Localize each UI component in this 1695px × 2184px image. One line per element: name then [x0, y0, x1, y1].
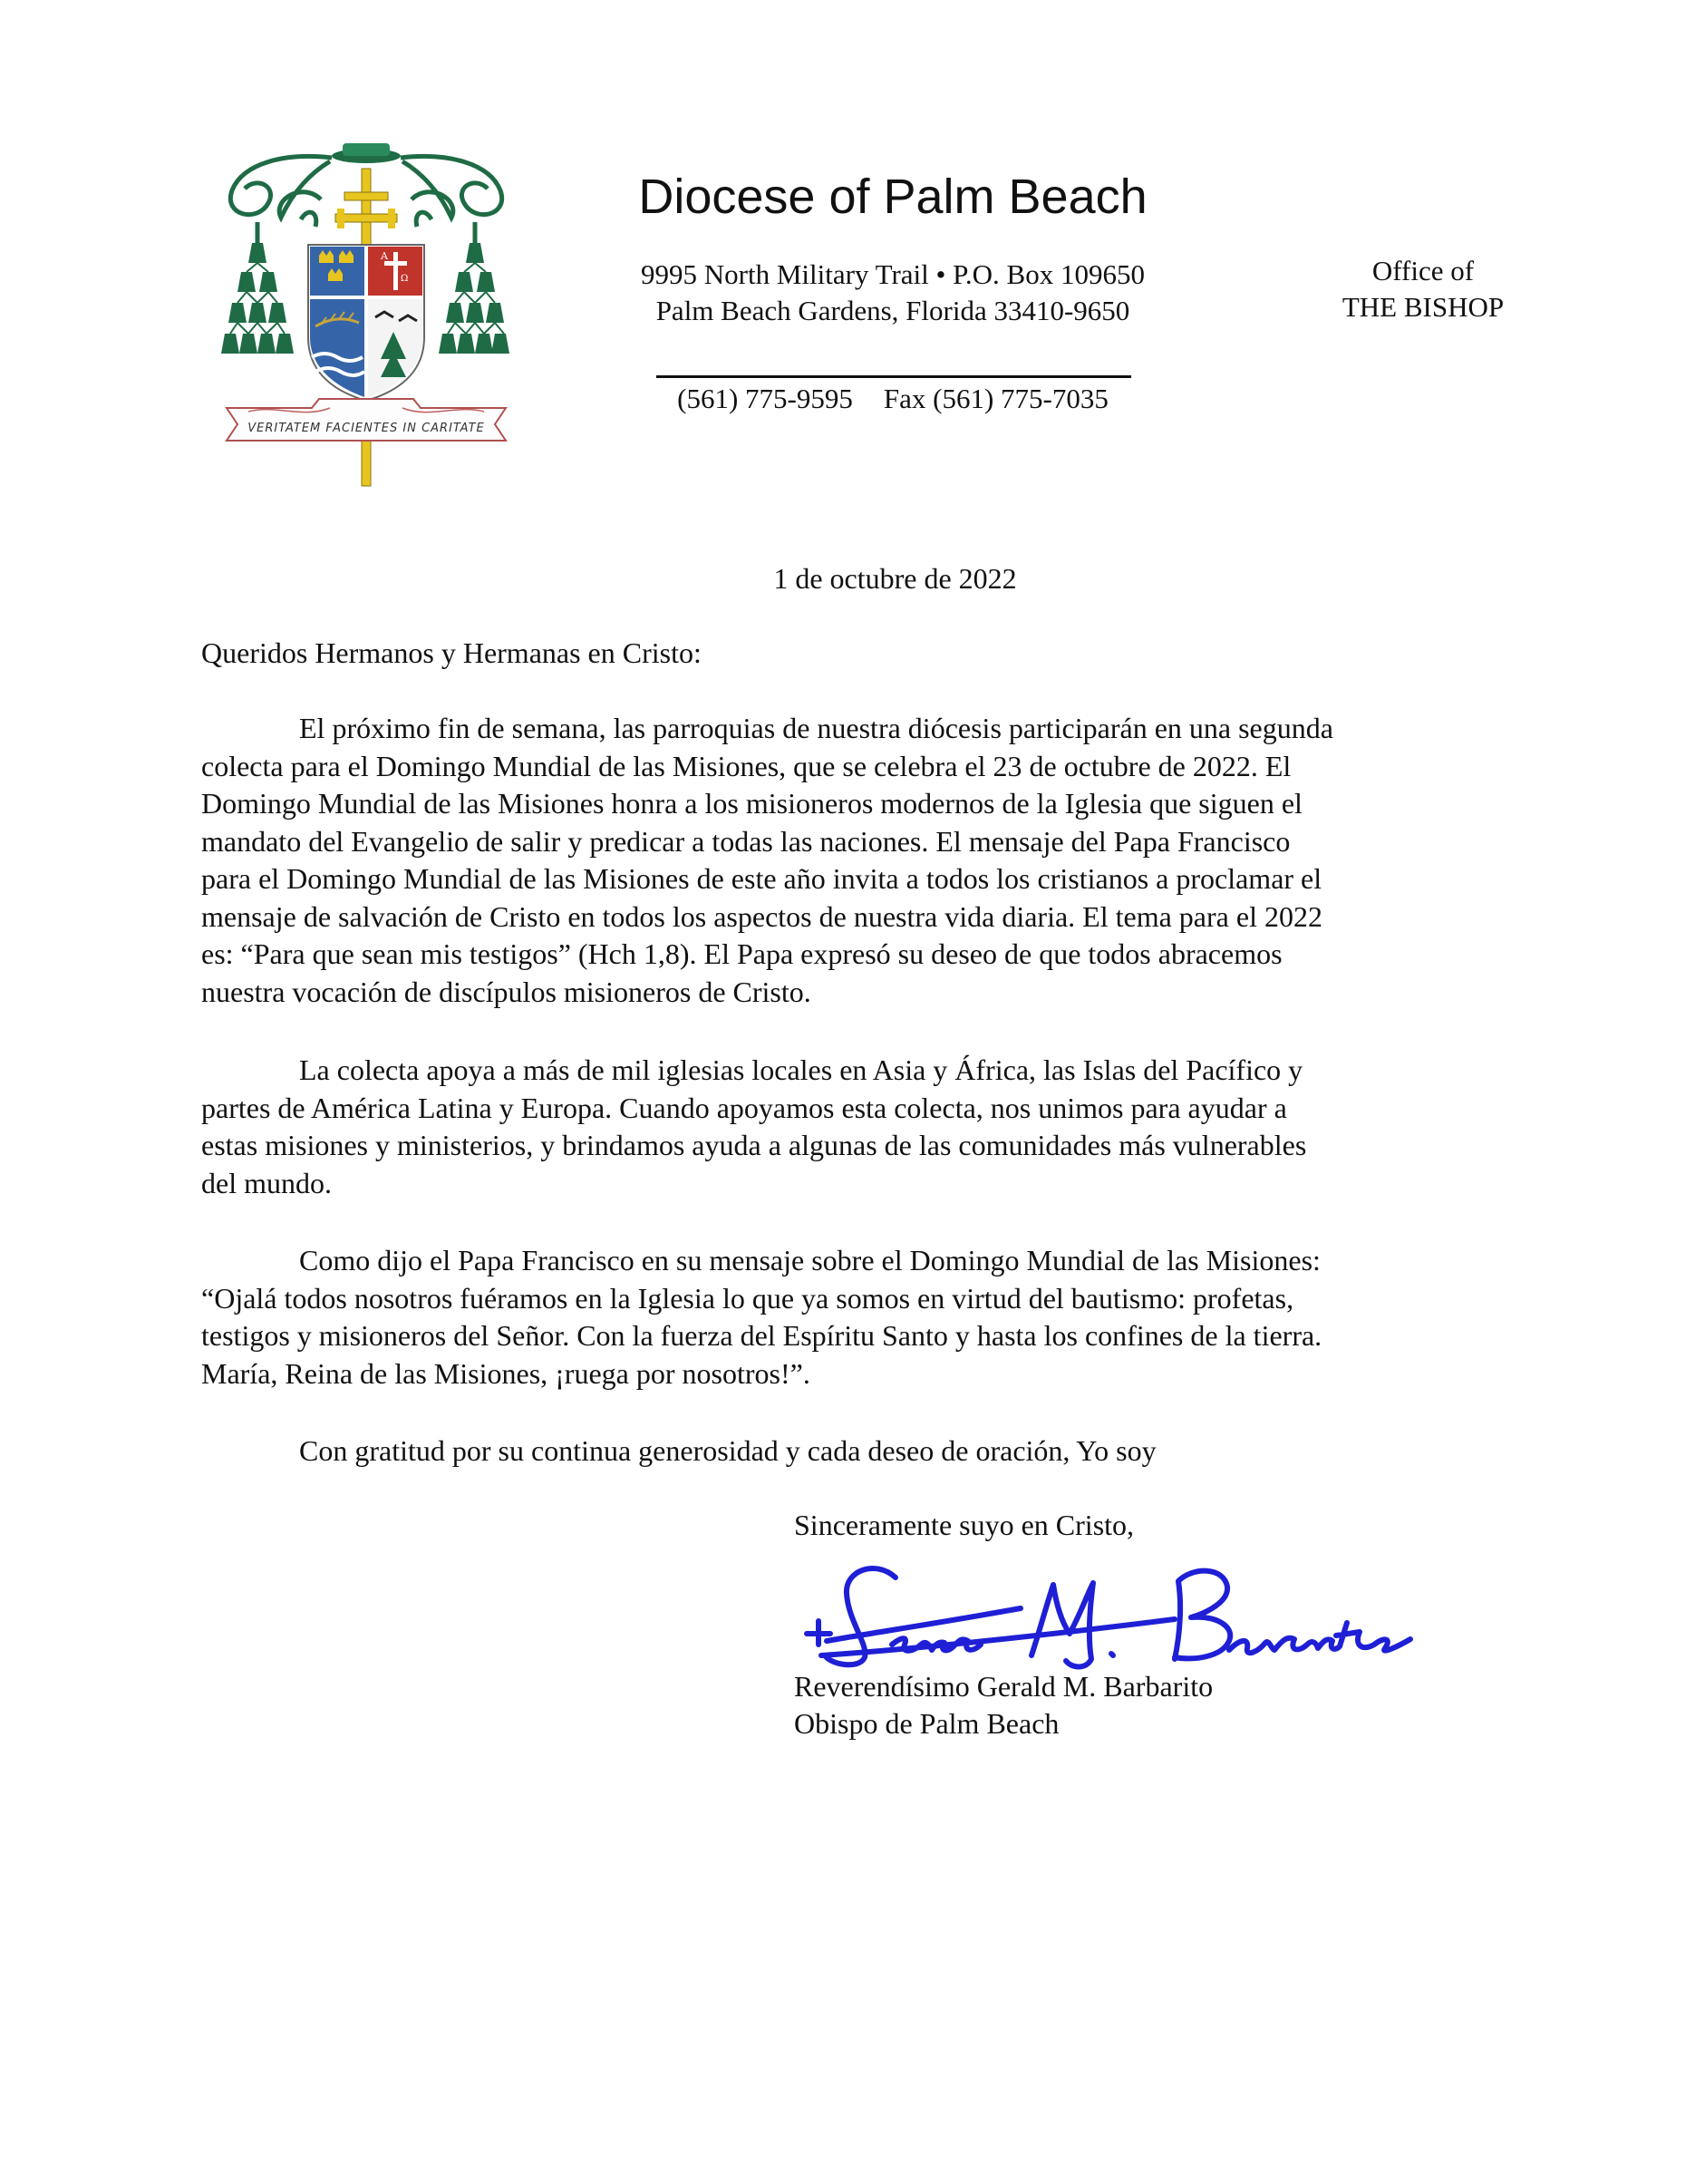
office-block [1305, 253, 1541, 325]
paragraph-line: El próximo fin de semana, las parroquias de nuestra diócesis participarán en una segunda [299, 712, 1333, 744]
fax-number: Fax (561) 775-7035 [883, 383, 1109, 414]
svg-text:Ω: Ω [401, 274, 409, 284]
left-tassels-icon [221, 243, 294, 354]
paragraph-line: colecta para el Domingo Mundial de las Misiones, que se celebra el 23 de octubre de 2022. El [201, 749, 1292, 782]
phone-number: (561) 775-9595 [677, 383, 853, 414]
svg-text:A: A [381, 250, 388, 262]
paragraph-line: estas misiones y ministerios, y brindamos ayuda a algunas de las comunidades más vulnerables [201, 1129, 1307, 1161]
paragraph-line: para el Domingo Mundial de las Misiones de este año invita a todos los cristianos a proclamar el [201, 862, 1322, 895]
letterhead-divider [656, 375, 1131, 378]
paragraph-line: mensaje de salvación de Cristo en todos los aspectos de nuestra vida diaria. El tema para el 2022 [201, 899, 1322, 933]
closing-line: Sinceramente suyo en Cristo, [794, 1509, 1135, 1541]
letter-date: 1 de octubre de 2022 [773, 562, 1017, 595]
paragraph-1 [201, 710, 1506, 1011]
office-line-1: Office of [1371, 255, 1475, 286]
letterhead-title: Diocese of Palm Beach [638, 170, 1148, 224]
paragraph-line: testigos y misioneros del Señor. Con la fuerza del Espíritu Santo y hasta los confines de la tierra. [201, 1319, 1322, 1352]
signer-block [794, 1668, 1213, 1742]
paragraph-2 [201, 1052, 1506, 1202]
salutation: Queridos Hermanos y Hermanas en Cristo: [201, 636, 702, 669]
paragraph-line: Como dijo el Papa Francisco en su mensaje sobre el Domingo Mundial de las Misiones: [299, 1244, 1321, 1276]
right-tassels-icon [439, 243, 509, 354]
address-block [562, 257, 1224, 329]
paragraph-line: “Ojalá todos nosotros fuéramos en la Iglesia lo que ya somos en virtud del bautismo: profetas, [201, 1281, 1294, 1315]
address-line-1: 9995 North Military Trail • P.O. Box 109650 [641, 258, 1145, 290]
svg-text:VERITATEM FACIENTES IN CARITAT: VERITATEM FACIENTES IN CARITATE [247, 422, 485, 435]
coat-of-arms [221, 136, 511, 490]
paragraph-line: mandato del Evangelio de salir y predicar a todas las naciones. El mensaje del Papa Francisco [201, 824, 1291, 858]
paragraph-3 [201, 1242, 1506, 1393]
contact-numbers [562, 381, 1224, 417]
shield-icon [308, 245, 424, 401]
paragraph-4 [201, 1432, 1506, 1471]
paragraph-line: nuestra vocación de discípulos misioneros de Cristo. [201, 975, 811, 1008]
signature-icon [794, 1550, 1429, 1677]
paragraph-line: partes de América Latina y Europa. Cuando apoyamos esta colecta, nos unimos para ayudar a [201, 1091, 1287, 1124]
address-line-2: Palm Beach Gardens, Florida 33410-9650 [655, 295, 1130, 326]
office-line-2: THE BISHOP [1341, 291, 1505, 323]
paragraph-line: del mundo. [201, 1166, 332, 1199]
paragraph-line: Domingo Mundial de las Misiones honra a los misioneros modernos de la Iglesia que siguen el [201, 787, 1303, 820]
paragraph-line: La colecta apoya a más de mil iglesias locales en Asia y África, las Islas del Pacífico y [299, 1053, 1303, 1086]
galero-hat-icon [332, 143, 401, 163]
signer-title: Obispo de Palm Beach [794, 1707, 1060, 1740]
paragraph-line: es: “Para que sean mis testigos” (Hch 1,8). El Papa expresó su deseo de que todos abracemos [201, 937, 1283, 970]
paragraph-line: Con gratitud por su continua generosidad y cada deseo de oración, Yo soy [299, 1434, 1157, 1467]
signer-name: Reverendísimo Gerald M. Barbarito [794, 1670, 1214, 1703]
paragraph-line: María, Reina de las Misiones, ¡ruega por nosotros!”. [201, 1356, 810, 1390]
motto-ribbon-icon [227, 399, 506, 441]
